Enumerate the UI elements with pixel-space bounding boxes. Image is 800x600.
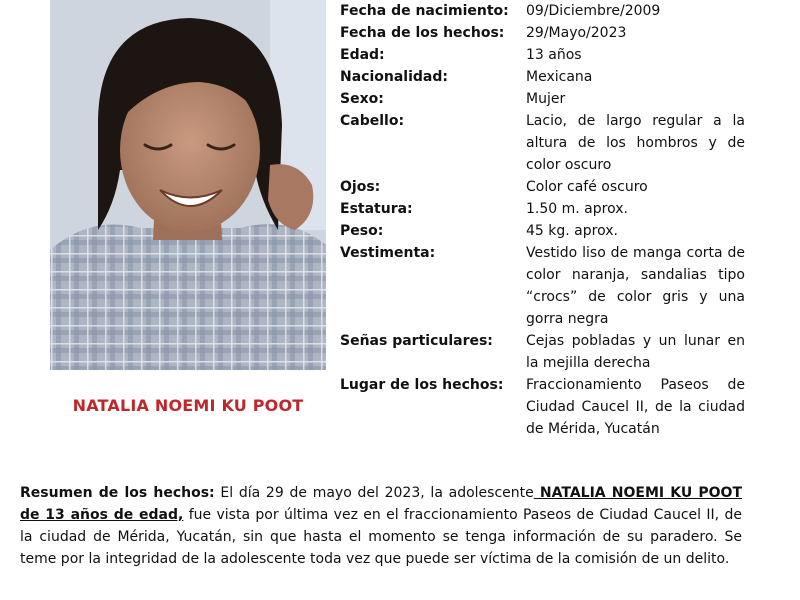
detail-label: Sexo: — [340, 91, 384, 107]
detail-label: Nacionalidad: — [340, 69, 448, 85]
detail-label: Estatura: — [340, 201, 413, 217]
summary-paragraph — [20, 482, 742, 570]
detail-value: 1.50 m. aprox. — [526, 201, 628, 217]
detail-label: Peso: — [340, 223, 384, 239]
detail-row-birthdate — [340, 0, 745, 22]
detail-label: Cabello: — [340, 113, 405, 129]
detail-row-event-date — [340, 22, 745, 44]
detail-row-marks — [340, 330, 745, 374]
person-photo — [50, 0, 326, 370]
summary-label: Resumen de los hechos: — [20, 485, 215, 501]
detail-value: Color café oscuro — [526, 179, 648, 195]
detail-row-sex — [340, 88, 745, 110]
detail-row-height — [340, 198, 745, 220]
detail-value: Mexicana — [526, 69, 593, 85]
detail-value: Fraccionamiento Paseos de Ciudad Caucel II, de la ciudad de Mérida, Yucatán — [526, 377, 745, 437]
detail-label: Fecha de nacimiento: — [340, 3, 509, 19]
detail-row-nationality — [340, 66, 745, 88]
detail-value: Lacio, de largo regular a la altura de los hombros y de color oscuro — [526, 113, 745, 173]
detail-value: Vestido liso de manga corta de color naranja, sandalias tipo “crocs” de color gris y una gorra negra — [526, 245, 745, 327]
detail-row-eyes — [340, 176, 745, 198]
detail-value: 09/Diciembre/2009 — [526, 3, 661, 19]
detail-row-age — [340, 44, 745, 66]
detail-label: Vestimenta: — [340, 245, 436, 261]
details-table — [340, 0, 745, 440]
detail-value: 29/Mayo/2023 — [526, 25, 627, 41]
detail-row-location — [340, 374, 745, 440]
detail-value: Mujer — [526, 91, 566, 107]
detail-row-clothing — [340, 242, 745, 330]
detail-value: 45 kg. aprox. — [526, 223, 618, 239]
person-name: NATALIA NOEMI KU POOT — [72, 396, 304, 415]
detail-row-weight — [340, 220, 745, 242]
detail-value: 13 años — [526, 47, 582, 63]
detail-row-hair — [340, 110, 745, 176]
detail-label: Ojos: — [340, 179, 381, 195]
detail-label: Señas particulares: — [340, 333, 493, 349]
detail-label: Edad: — [340, 47, 385, 63]
detail-label: Fecha de los hechos: — [340, 25, 505, 41]
summary-text-before: El día 29 de mayo del 2023, la adolescente — [214, 485, 534, 501]
detail-label: Lugar de los hechos: — [340, 377, 504, 393]
detail-value: Cejas pobladas y un lunar en la mejilla derecha — [526, 333, 745, 371]
summary-highlight: NATALIA NOEMI KU POOT de 13 años de edad, — [20, 485, 743, 523]
summary-text-after: fue vista por última vez en el fraccionamiento Paseos de Ciudad Caucel II, de la ciudad de Mérida, Yucatán, sin que hasta el momento se tenga información de su paradero. Se teme por la integridad de la adolescente toda vez que puede ser víctima de la comisión de un delito. — [20, 507, 742, 567]
